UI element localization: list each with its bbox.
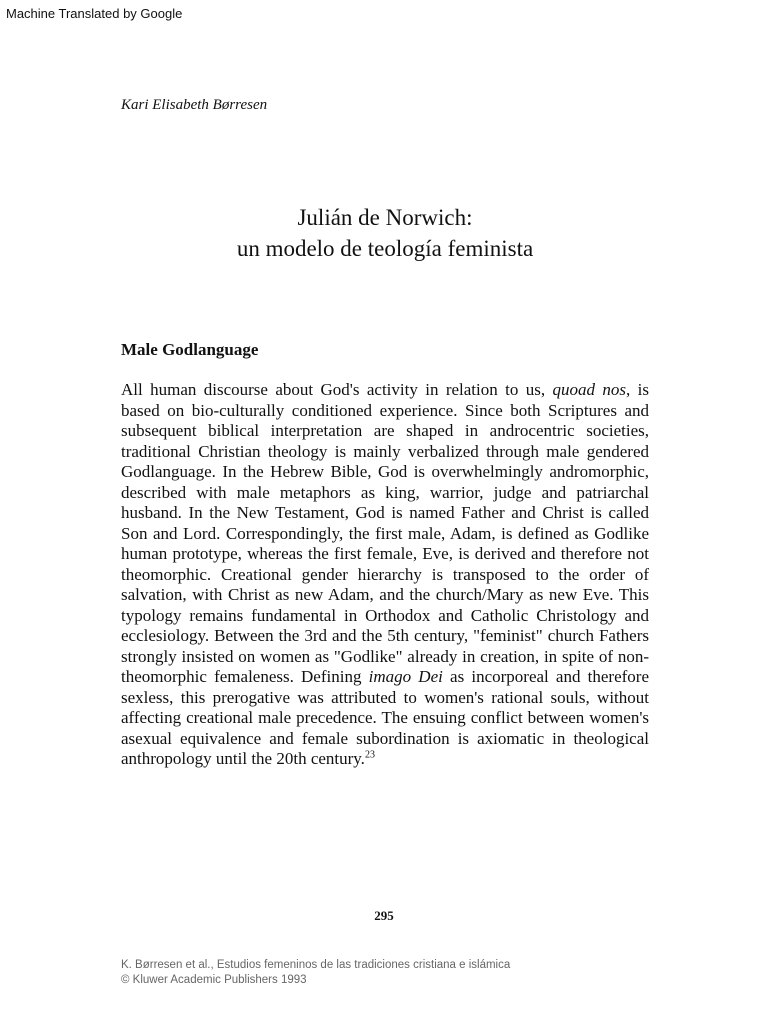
publication-footer — [121, 958, 510, 988]
title-line-2: un modelo de teología feminista — [236, 236, 534, 261]
footer-citation: K. Børresen et al., Estudios femeninos de las tradiciones cristiana e islámica — [121, 959, 511, 971]
page-number: 295 — [374, 908, 394, 923]
footer-copyright: © Kluwer Academic Publishers 1993 — [121, 974, 307, 986]
body-text-end: as incorporeal and therefore sexless, this prerogative was attributed to women's rational souls, without affecting creational male precedence. The ensuing conflict between women's asexual equivalence and female subordination is axiomatic in theological anthropology until the 20th century. — [121, 667, 649, 768]
footnote-marker-3[interactable]: 3 — [369, 749, 375, 761]
section-heading: Male Godlanguage — [121, 340, 259, 359]
author-name: Kari Elisabeth Børresen — [121, 97, 268, 113]
machine-translation-banner: Machine Translated by Google — [6, 6, 183, 21]
footnote-marker-2[interactable]: 2 — [364, 749, 370, 761]
body-text-main: , is based on bio-culturally conditioned experience. Since both Scriptures and subsequent biblical interpretation are shaped in androcentric societies, traditional Christian theology is mainly verbalized through male gendered Godlanguage. In the Hebrew Bible, God is overwhelmingly andromorphic, described with male metaphors as king, warrior, judge and patriarchal husband. In the New Testament, God is named Father and Christ is called Son and Lord. Correspondingly, the first male, Adam, is defined as Godlike human prototype, whereas the first female, Eve, is derived and therefore not theomorphic. Creational gender hierarchy is transposed to the order of salvation, with Christ as new Adam, and the church/Mary as new Eve. This typology remains fundamental in Orthodox and Catholic Christology and ecclesiology. Between the 3rd and the 5th century, "feminist" church Fathers strongly insisted on women as "Godlike" already in creation, in spite of non-theomorphic femaleness. Defining — [121, 380, 650, 686]
article-title — [120, 202, 650, 264]
body-paragraph — [121, 380, 649, 770]
body-text-start: All human discourse about God's activity in relation to us, — [121, 380, 546, 399]
title-line-1: Julián de Norwich: — [297, 205, 473, 230]
quoad-nos-term: quoad nos — [552, 380, 627, 399]
imago-dei-term: imago Dei — [368, 667, 443, 686]
